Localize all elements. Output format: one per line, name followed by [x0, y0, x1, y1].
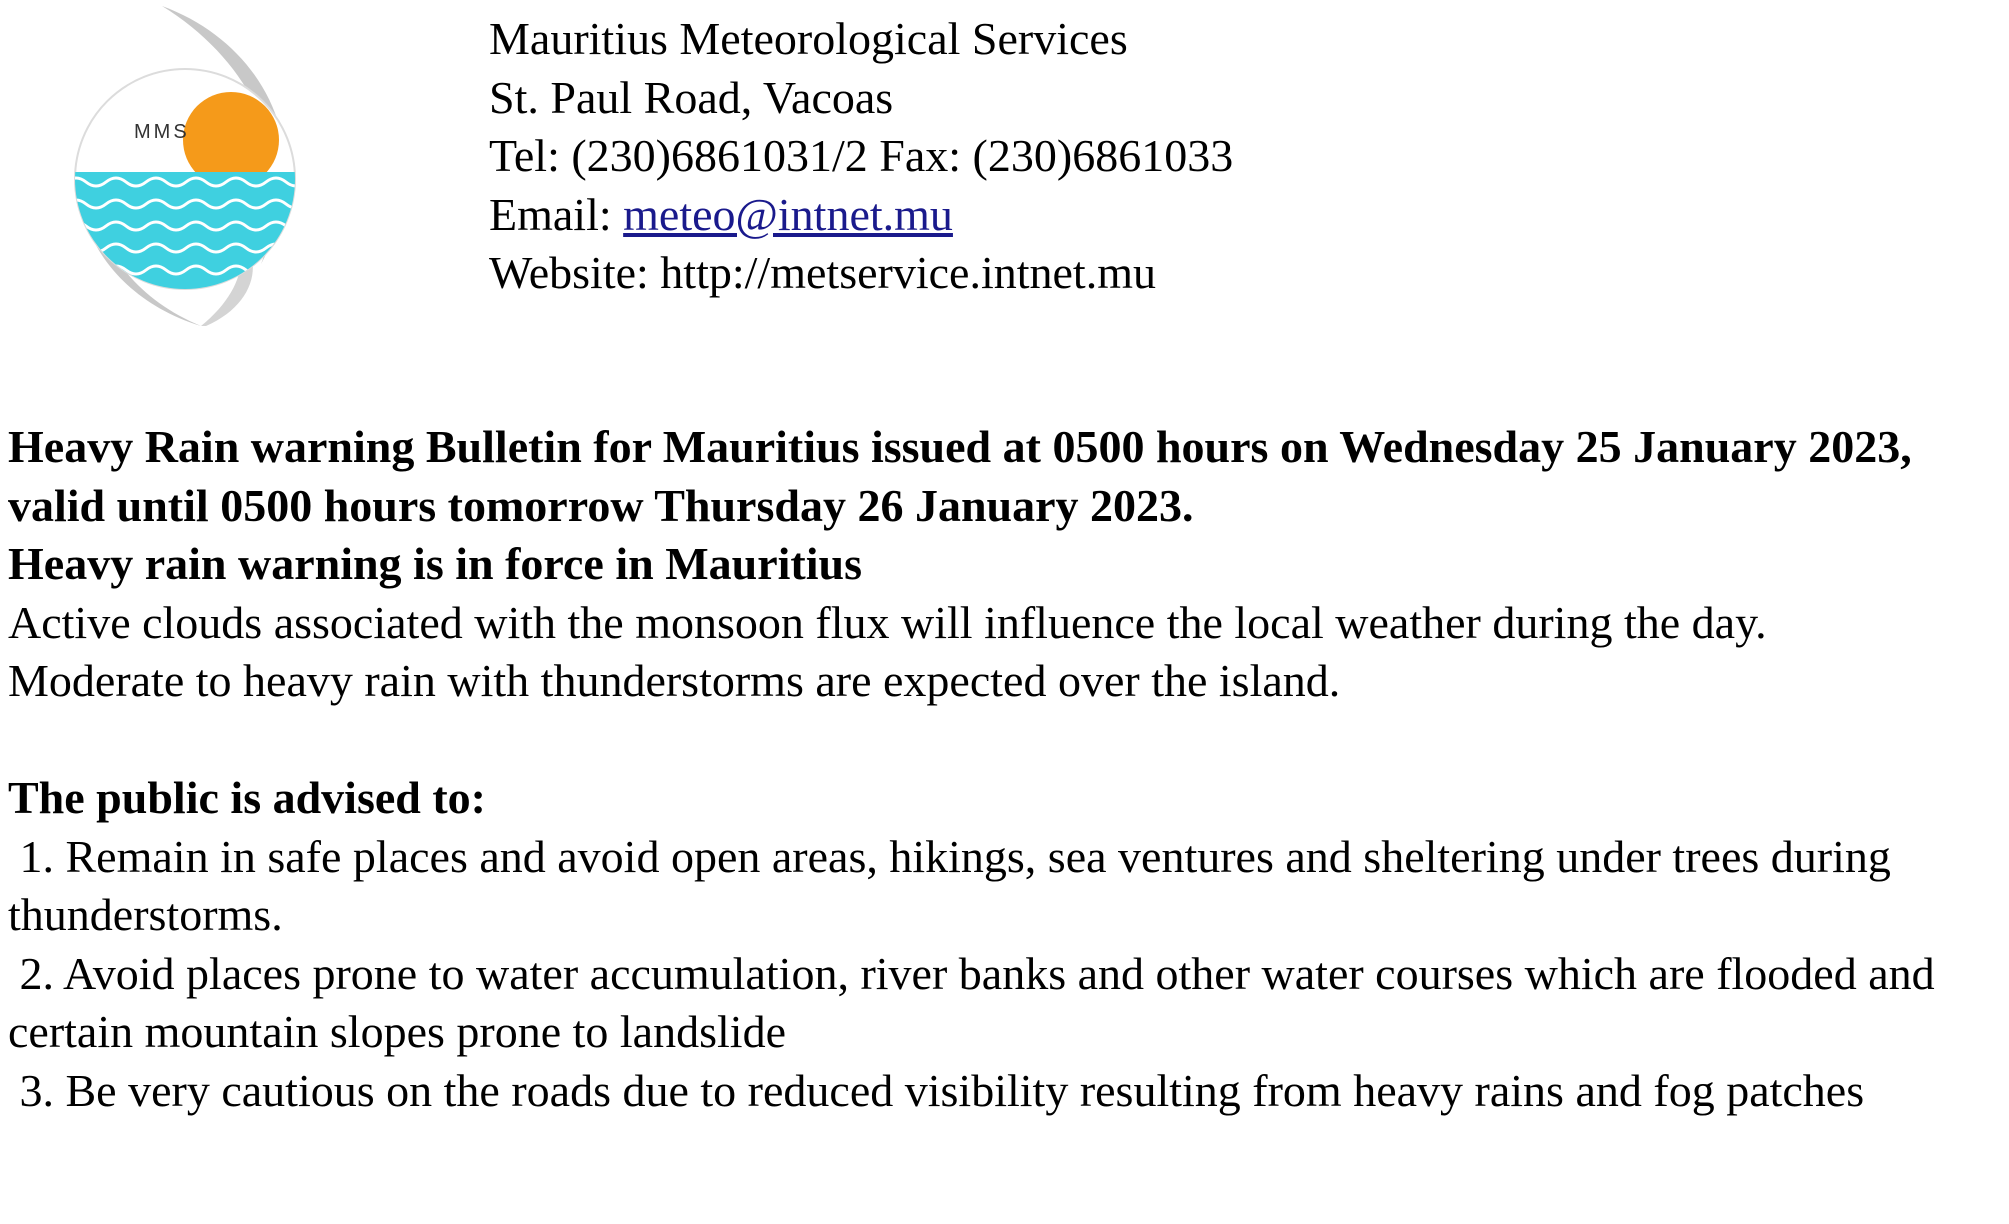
email-line: [489, 186, 1233, 245]
organization-name: Mauritius Meteorological Services: [489, 13, 1128, 64]
advice-item-2: 2. Avoid places prone to water accumulation, river banks and other water courses which are flooded and certain mountain slopes prone to landslide: [8, 947, 1947, 1057]
mms-logo: [66, 4, 306, 330]
description-1: Active clouds associated with the monsoon flux will influence the local weather during the day.: [8, 596, 1767, 648]
mms-logo-graphic: [66, 4, 306, 330]
phone-fax: Tel: (230)6861031/2 Fax: (230)6861033: [489, 130, 1234, 181]
email-link[interactable]: meteo@intnet.mu: [623, 188, 953, 240]
water-shape: [66, 172, 306, 312]
logo-text: MMS: [134, 121, 190, 143]
description-2: Moderate to heavy rain with thunderstorms are expected over the island.: [8, 655, 1341, 706]
address: St. Paul Road, Vacoas: [489, 71, 894, 123]
email-label: Email:: [489, 188, 624, 240]
advice-item-3: 3. Be very cautious on the roads due to reduced visibility resulting from heavy rains and fog patches: [8, 1064, 1865, 1116]
bulletin-body: [8, 418, 2003, 1120]
contact-block: [489, 10, 1233, 303]
website: Website: http://metservice.intnet.mu: [489, 247, 1156, 298]
warning-status: Heavy rain warning is in force in Mauritius: [8, 538, 862, 589]
advice-item-1: 1. Remain in safe places and avoid open areas, hikings, sea ventures and sheltering under trees during thunderstorms.: [8, 830, 1903, 940]
bulletin-title: Heavy Rain warning Bulletin for Mauritius issued at 0500 hours on Wednesday 25 January 2023, valid until 0500 hours tomorrow Thursday 26 January 2023.: [8, 421, 1912, 531]
spacer: [8, 711, 2003, 770]
advice-heading: The public is advised to:: [8, 772, 486, 823]
